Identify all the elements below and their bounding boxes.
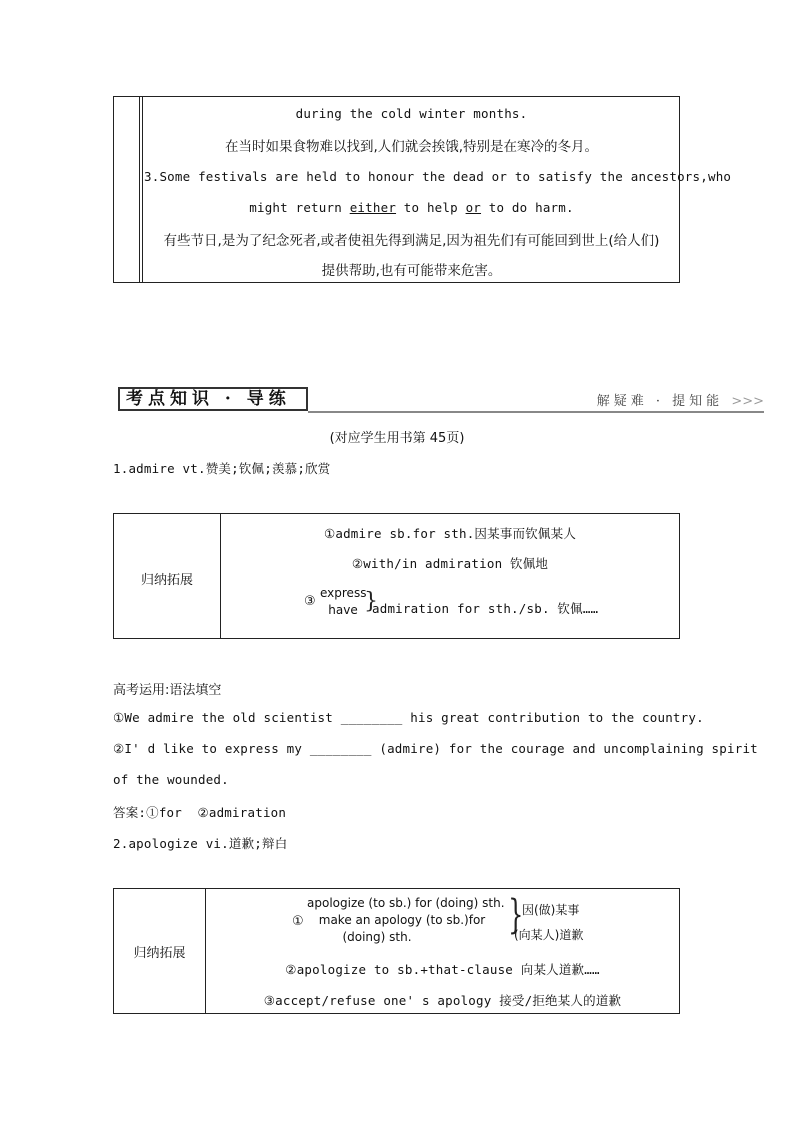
practice-answer: 答案:①for ②admiration (113, 805, 287, 820)
section-header (118, 387, 764, 415)
table-line-english (144, 200, 679, 215)
expansion-line-number: ① (292, 914, 304, 929)
table-column-divider (142, 97, 143, 282)
item-heading (113, 459, 331, 477)
table-line-english: 3.Some festivals are held to honour the dead or to satisfy the ancestors,who (144, 169, 732, 184)
item-heading-text: 1.admire vt.赞美;钦佩;羡慕;欣赏 (113, 461, 331, 476)
text-span: to help (396, 200, 466, 215)
expansion-line: ②with/in admiration 钦佩地 (351, 556, 549, 571)
table-line-chinese: 有些节日,是为了纪念死者,或者使祖先得到满足,因为祖先们有可能回到世上(给人们) (163, 233, 660, 249)
reference-note-text: (对应学生用书第 45页) (329, 431, 465, 446)
item-heading-text: 2.apologize vi.道歉;辩白 (113, 836, 288, 851)
stacked-option-top: express (320, 586, 367, 600)
section-subtitle (597, 390, 764, 409)
box-label: 归纳拓展 (140, 573, 193, 588)
expansion-line: ③accept/refuse one' s apology 接受/拒绝某人的道歉 (263, 993, 622, 1008)
expansion-meaning: 因(做)某事 (522, 903, 580, 917)
table-line-chinese: 在当时如果食物难以找到,人们就会挨饿,特别是在寒冷的冬月。 (224, 139, 599, 155)
chevrons-icon: >>> (731, 394, 764, 409)
section-subtitle-text: 解疑难 · 提知能 (596, 394, 724, 409)
brace-icon: } (508, 892, 524, 938)
expansion-line: admiration for sth./sb. 钦佩…… (372, 601, 599, 616)
table-line-english: during the cold winter months. (295, 106, 528, 121)
underlined-word-either: either (349, 200, 397, 215)
expansion-box-apologize (113, 888, 680, 1014)
practice-question-1: ①We admire the old scientist ________ his great contribution to the country. (113, 710, 704, 725)
top-translation-table (113, 96, 732, 283)
text-span: to do harm. (481, 200, 574, 215)
expansion-phrase: (doing) sth. (342, 930, 412, 944)
expansion-meaning: (向某人)道歉 (514, 928, 584, 942)
expansion-line: ①admire sb.for sth.因某事而钦佩某人 (323, 526, 577, 541)
table-line-chinese: 提供帮助,也有可能带来危害。 (321, 263, 502, 279)
practice-title: 高考运用:语法填空 (113, 683, 222, 698)
item-heading (113, 834, 287, 852)
section-rule (308, 411, 764, 413)
table-column-divider (139, 97, 140, 282)
underlined-word-or: or (465, 200, 482, 215)
reference-note (0, 427, 794, 446)
practice-question-2: ②I' d like to express my ________ (admire) for the courage and uncomplaining spirit (113, 741, 758, 756)
expansion-box-admire (113, 513, 680, 639)
practice-question-2-cont: of the wounded. (113, 772, 229, 787)
stacked-option-bottom: have (328, 603, 358, 617)
section-title: 考点知识 · 导练 (118, 387, 308, 411)
expansion-line: ②apologize to sb.+that-clause 向某人道歉…… (285, 962, 600, 977)
text-span: might return (249, 200, 350, 215)
brace-icon: } (364, 589, 378, 614)
box-label: 归纳拓展 (133, 946, 186, 961)
expansion-phrase: apologize (to sb.) for (doing) sth. (307, 896, 505, 910)
expansion-line-number: ③ (304, 594, 316, 609)
expansion-phrase: make an apology (to sb.)for (318, 913, 486, 927)
